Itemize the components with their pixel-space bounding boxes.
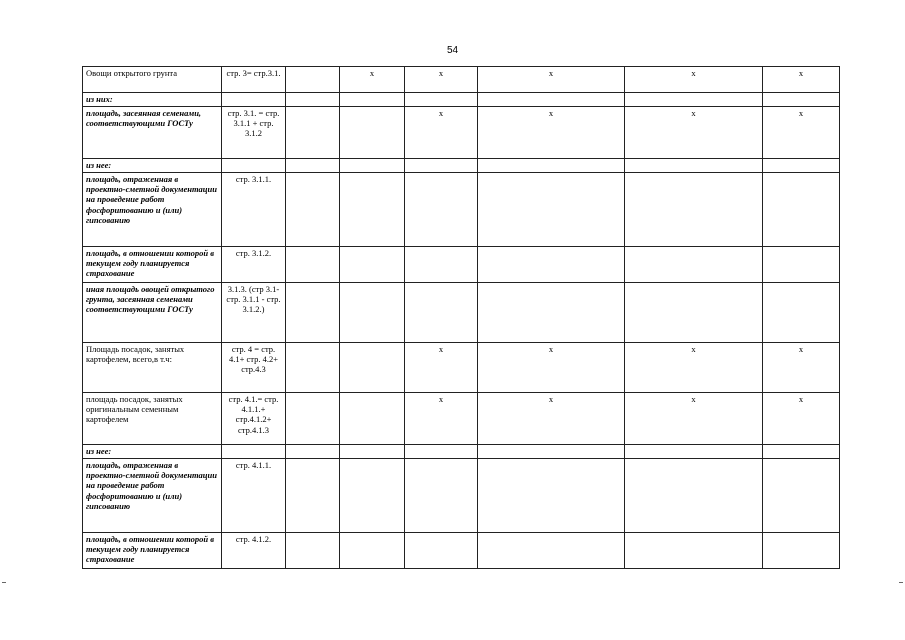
- row-cell: [763, 283, 840, 343]
- row-cell: [625, 459, 763, 533]
- row-label: площадь посадок, занятых оригинальным семенным картофелем: [83, 393, 222, 445]
- row-cell: [340, 93, 405, 107]
- row-label: из нее:: [83, 159, 222, 173]
- row-cell: [286, 459, 340, 533]
- row-label: площадь, засеянная семенами, соответствующими ГОСТу: [83, 107, 222, 159]
- row-label: площадь, отраженная в проектно-сметной документации на проведение работ фосфоритованию и (или) гипсованию: [83, 173, 222, 247]
- row-code: стр. 4 = стр. 4.1+ стр. 4.2+ стр.4.3: [222, 343, 286, 393]
- row-code: стр. 3.1.1.: [222, 173, 286, 247]
- row-cell: [286, 107, 340, 159]
- row-cell: [286, 67, 340, 93]
- row-cell: [405, 283, 478, 343]
- row-code: стр. 4.1.1.: [222, 459, 286, 533]
- row-cell: [478, 159, 625, 173]
- table-row: [83, 247, 840, 283]
- report-table: [82, 66, 840, 569]
- row-cell: [286, 159, 340, 173]
- row-cell: x: [405, 107, 478, 159]
- row-cell: x: [625, 343, 763, 393]
- row-cell: [286, 445, 340, 459]
- row-cell: [625, 283, 763, 343]
- row-code: [222, 93, 286, 107]
- table-row: [83, 173, 840, 247]
- row-cell: [286, 173, 340, 247]
- row-code: стр. 3= стр.3.1.: [222, 67, 286, 93]
- row-cell: [405, 159, 478, 173]
- row-cell: [405, 173, 478, 247]
- row-cell: x: [625, 67, 763, 93]
- row-cell: [625, 533, 763, 569]
- table-row: [83, 107, 840, 159]
- table-row: [83, 445, 840, 459]
- row-cell: [478, 283, 625, 343]
- row-cell: [478, 93, 625, 107]
- margin-mark-right: [899, 582, 903, 583]
- row-label: Площадь посадок, занятых картофелем, всего,в т.ч:: [83, 343, 222, 393]
- row-cell: [286, 533, 340, 569]
- row-cell: x: [763, 343, 840, 393]
- row-cell: [286, 93, 340, 107]
- table-row: [83, 533, 840, 569]
- row-cell: [763, 159, 840, 173]
- row-cell: [763, 533, 840, 569]
- row-label: иная площадь овощей открытого грунта, засеянная семенами соответствующими ГОСТу: [83, 283, 222, 343]
- row-code: стр. 3.1.2.: [222, 247, 286, 283]
- row-cell: [478, 173, 625, 247]
- table-row: [83, 283, 840, 343]
- row-cell: [478, 445, 625, 459]
- table-row: [83, 343, 840, 393]
- row-cell: x: [478, 393, 625, 445]
- row-label: площадь, в отношении которой в текущем году планируется страхование: [83, 533, 222, 569]
- row-cell: [625, 247, 763, 283]
- row-cell: x: [625, 393, 763, 445]
- row-cell: [625, 445, 763, 459]
- table-body: [83, 67, 840, 569]
- row-code: 3.1.3. (стр 3.1-стр. 3.1.1 - стр. 3.1.2.): [222, 283, 286, 343]
- table-row: [83, 393, 840, 445]
- row-cell: x: [763, 67, 840, 93]
- row-cell: x: [405, 343, 478, 393]
- row-label: из нее:: [83, 445, 222, 459]
- row-cell: x: [405, 67, 478, 93]
- row-cell: [625, 159, 763, 173]
- row-cell: [340, 459, 405, 533]
- row-cell: [763, 173, 840, 247]
- row-code: стр. 4.1.= стр. 4.1.1.+ стр.4.1.2+ стр.4.1.3: [222, 393, 286, 445]
- table-row: [83, 459, 840, 533]
- row-cell: [763, 459, 840, 533]
- row-cell: x: [405, 393, 478, 445]
- row-cell: [405, 93, 478, 107]
- row-cell: [340, 343, 405, 393]
- row-cell: x: [478, 67, 625, 93]
- row-cell: [340, 107, 405, 159]
- row-cell: [625, 173, 763, 247]
- row-code: стр. 3.1. = стр. 3.1.1 + стр. 3.1.2: [222, 107, 286, 159]
- row-code: стр. 4.1.2.: [222, 533, 286, 569]
- row-cell: [340, 533, 405, 569]
- row-cell: [340, 173, 405, 247]
- row-label: площадь, в отношении которой в текущем году планируется страхование: [83, 247, 222, 283]
- row-cell: x: [478, 107, 625, 159]
- row-cell: [340, 445, 405, 459]
- row-code: [222, 445, 286, 459]
- row-label: Овощи открытого грунта: [83, 67, 222, 93]
- row-label: площадь, отраженная в проектно-сметной документации на проведение работ фосфоритованию и (или) гипсованию: [83, 459, 222, 533]
- row-cell: [763, 247, 840, 283]
- row-cell: x: [625, 107, 763, 159]
- row-cell: [340, 247, 405, 283]
- row-code: [222, 159, 286, 173]
- row-cell: [340, 159, 405, 173]
- row-cell: [763, 445, 840, 459]
- page-number: 54: [446, 45, 459, 56]
- margin-mark-left: [2, 582, 6, 583]
- row-label: из них:: [83, 93, 222, 107]
- row-cell: [405, 247, 478, 283]
- row-cell: x: [340, 67, 405, 93]
- table-row: [83, 67, 840, 93]
- row-cell: [405, 533, 478, 569]
- row-cell: x: [763, 107, 840, 159]
- table-row: [83, 159, 840, 173]
- row-cell: [478, 533, 625, 569]
- table-row: [83, 93, 840, 107]
- row-cell: [478, 459, 625, 533]
- row-cell: [405, 459, 478, 533]
- row-cell: [340, 393, 405, 445]
- row-cell: [340, 283, 405, 343]
- row-cell: x: [763, 393, 840, 445]
- row-cell: [286, 283, 340, 343]
- row-cell: [763, 93, 840, 107]
- row-cell: [405, 445, 478, 459]
- row-cell: [286, 393, 340, 445]
- row-cell: [478, 247, 625, 283]
- row-cell: x: [478, 343, 625, 393]
- row-cell: [286, 343, 340, 393]
- row-cell: [286, 247, 340, 283]
- row-cell: [625, 93, 763, 107]
